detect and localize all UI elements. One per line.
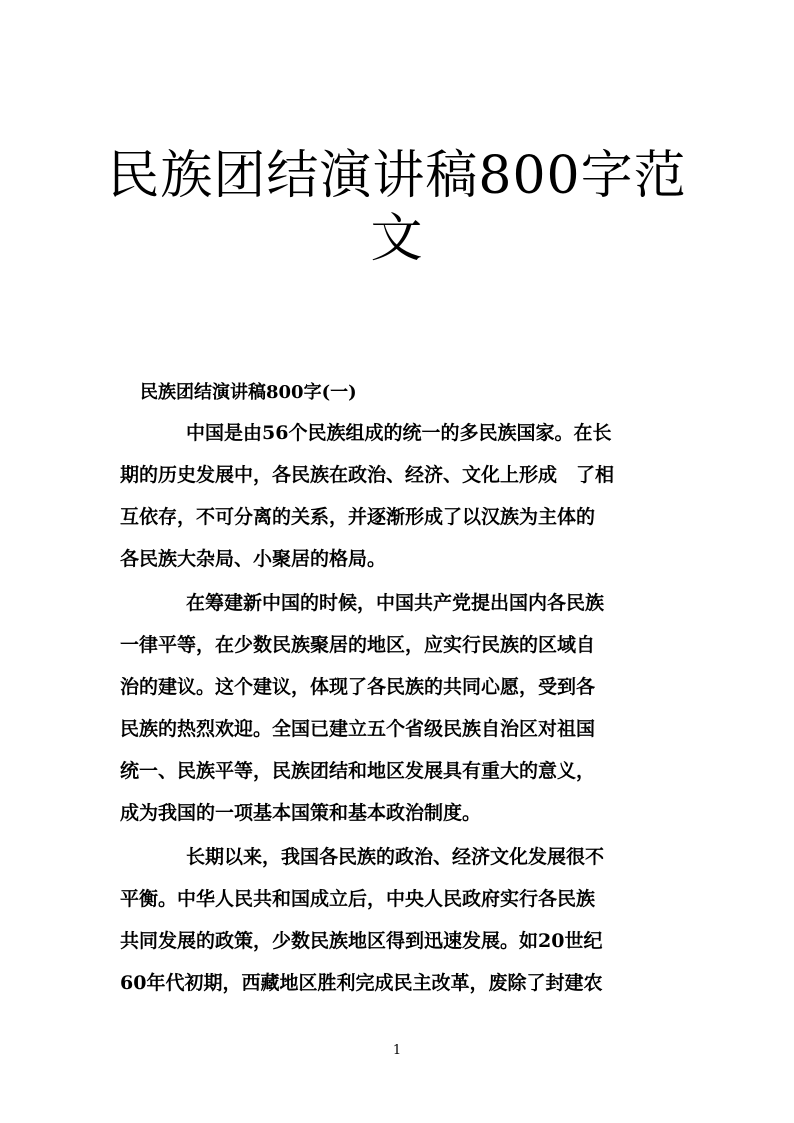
body-line: 各民族大杂局、小聚居的格局。 xyxy=(120,548,387,570)
body-line: 统一、民族平等，民族团结和地区发展具有重大的意义， xyxy=(120,760,596,782)
body-line: 民族的热烈欢迎。全国已建立五个省级民族自治区对祖国 xyxy=(120,718,596,740)
body-line: 成为我国的一项基本国策和基本政治制度。 xyxy=(120,802,482,824)
body-line: 一律平等，在少数民族聚居的地区，应实行民族的区域自 xyxy=(120,634,596,656)
body-line: 互依存，不可分离的关系，并逐渐形成了以汉族为主体的 xyxy=(120,506,596,528)
page-number: 1 xyxy=(392,1043,402,1058)
body-line: 期的历史发展中，各民族在政治、经济、文化上形成 了相 xyxy=(120,464,615,486)
body-line: 治的建议。这个建议，体现了各民族的共同心愿，受到各 xyxy=(120,676,596,698)
document-title-line-1: 民族团结演讲稿800字范 xyxy=(107,146,687,206)
body-line: 60年代初期，西藏地区胜利完成民主改革，废除了封建农 xyxy=(120,972,603,994)
section-heading: 民族团结演讲稿800字(一) xyxy=(140,382,357,403)
body-line: 长期以来，我国各民族的政治、经济文化发展很不 xyxy=(186,846,605,868)
body-line: 中国是由56个民族组成的统一的多民族国家。在长 xyxy=(186,422,612,444)
document-title-line-2: 文 xyxy=(370,209,424,269)
body-line: 共同发展的政策，少数民族地区得到迅速发展。如20世纪 xyxy=(120,930,603,952)
body-line: 在筹建新中国的时候，中国共产党提出国内各民族 xyxy=(186,592,605,614)
body-line: 平衡。中华人民共和国成立后，中央人民政府实行各民族 xyxy=(120,888,596,910)
